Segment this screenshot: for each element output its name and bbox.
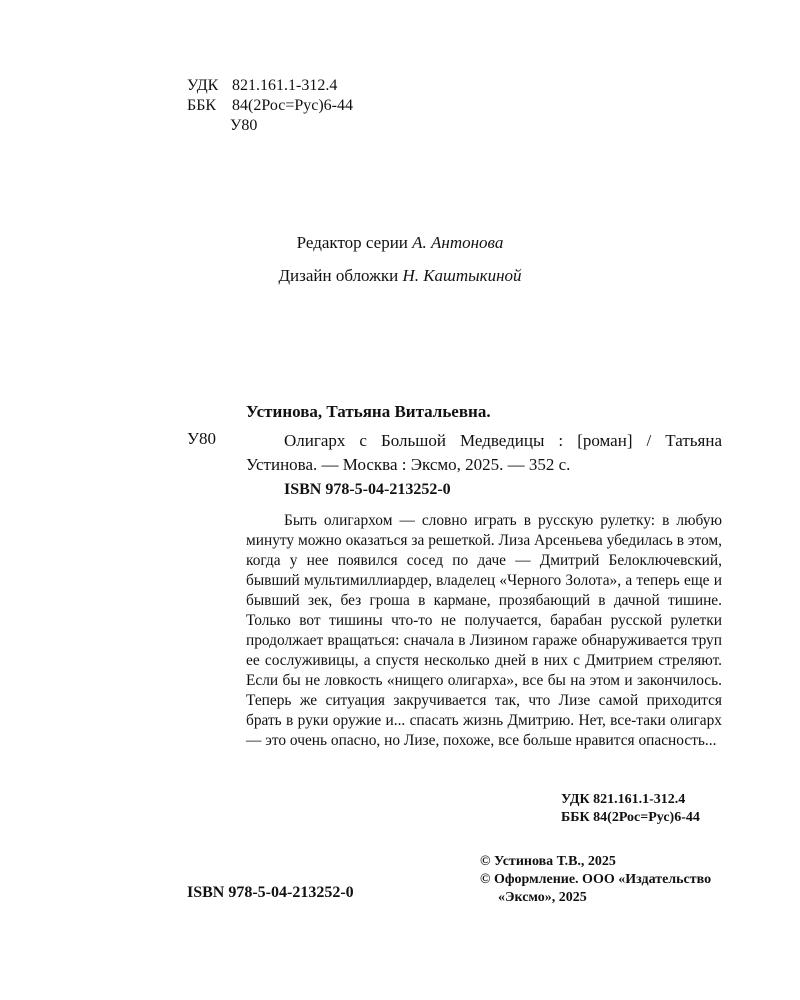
classification-codes-bottom bbox=[561, 791, 700, 827]
udk-label: УДК bbox=[187, 77, 219, 94]
classification-codes-top bbox=[187, 76, 353, 136]
series-editor-prefix: Редактор серии bbox=[296, 233, 408, 252]
cutter-code-top: У80 bbox=[230, 117, 258, 134]
bbk-label: ББК bbox=[187, 97, 217, 114]
isbn-record: ISBN 978-5-04-213252-0 bbox=[284, 481, 451, 498]
cover-design-credit bbox=[0, 266, 800, 286]
cover-design-name: Н. Каштыкиной bbox=[402, 266, 522, 285]
book-annotation: Быть олигархом — словно играть в русскую рулетку: в любую минуту можно оказаться за решеткой. Лиза Арсеньева убедилась в этом, когда у нее появился сосед по даче — Дмитрий Белоключевский, бывший мультимиллиардер, владелец «Черного Золота», а теперь еще и бывший зек, без гроша в кармане, прозябающий в дачной тишине. Только вот тишины что-то не получается, барабан русской рулетки продолжает вращаться: сначала в Лизином гараже обнаруживается труп ее сослуживицы, а спустя несколько дней в них с Дмитрием стреляют. Если бы не ловкость «нищего олигарха», все бы на этом и закончилось. Теперь же ситуация закручивается так, что Лизе самой приходится брать в руки оружие и... спасать жизнь Дмитрию. Нет, все-таки олигарх — это очень опасно, но Лизе, похоже, все больше нравится опасность... bbox=[246, 512, 722, 749]
bibliographic-description-text: Олигарх с Большой Медведицы : [роман] / Татьяна Устинова. — Москва : Эксмо, 2025. — 352 с. bbox=[246, 431, 722, 474]
copyright-author: © Устинова Т.В., 2025 bbox=[480, 854, 616, 869]
bbk-row bbox=[187, 96, 353, 116]
udk-row bbox=[187, 76, 353, 96]
copyright-design-continued: «Эксмо», 2025 bbox=[498, 890, 587, 905]
cover-design-prefix: Дизайн обложки bbox=[278, 266, 399, 285]
bbk-bottom: ББК 84(2Рос=Рус)6-44 bbox=[561, 810, 700, 825]
udk-value: 821.161.1-312.4 bbox=[232, 77, 338, 94]
author-heading: Устинова, Татьяна Витальевна. bbox=[246, 402, 491, 421]
series-editor-credit bbox=[0, 233, 800, 253]
bibliographic-description bbox=[246, 429, 722, 477]
series-editor-name: А. Антонова bbox=[412, 233, 504, 252]
isbn-bottom: ISBN 978-5-04-213252-0 bbox=[187, 884, 354, 901]
bbk-value: 84(2Рос=Рус)6-44 bbox=[232, 97, 354, 114]
copyright-block bbox=[480, 853, 711, 907]
udk-bottom: УДК 821.161.1-312.4 bbox=[561, 792, 686, 807]
copyright-design: © Оформление. ООО «Издательство bbox=[480, 872, 712, 887]
cutter-code-record: У80 bbox=[187, 429, 217, 448]
